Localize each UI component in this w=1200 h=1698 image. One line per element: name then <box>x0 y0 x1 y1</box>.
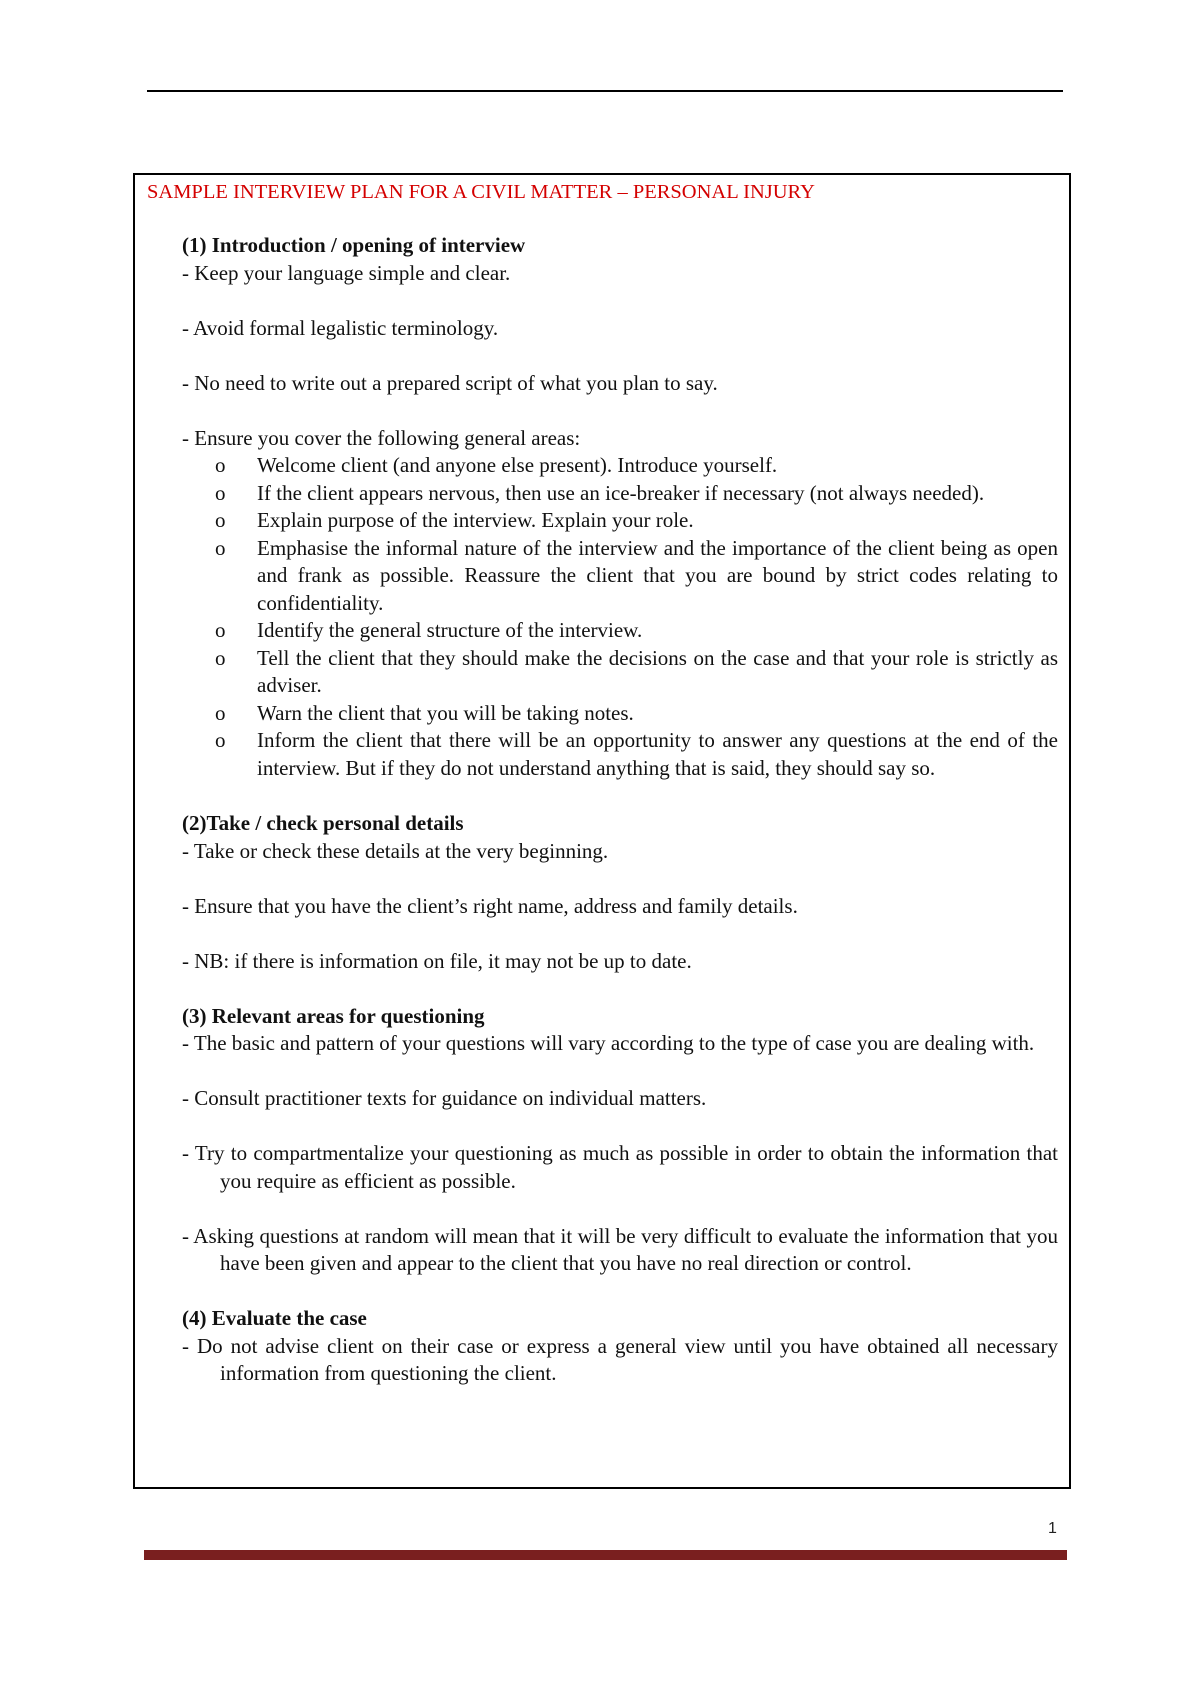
list-item <box>215 617 1058 645</box>
page-number: 1 <box>1048 1520 1057 1537</box>
section-1-paragraph: - No need to write out a prepared script of what you plan to say. <box>182 370 718 395</box>
bullet-marker: o <box>215 508 226 532</box>
content-box <box>133 173 1071 1489</box>
list-item-text: Warn the client that you will be taking notes. <box>257 700 634 725</box>
section-2-paragraph: - Take or check these details at the very beginning. <box>182 838 609 863</box>
section-1-heading: (1) Introduction / opening of interview <box>182 233 526 257</box>
bullet-marker: o <box>215 535 226 560</box>
section-2-paragraph: - Ensure that you have the client’s right name, address and family details. <box>182 893 798 918</box>
list-item-text: If the client appears nervous, then use an ice-breaker if necessary (not always needed). <box>257 480 985 505</box>
list-item-text: Identify the general structure of the interview. <box>257 618 643 642</box>
section-2-heading: (2)Take / check personal details <box>182 811 464 835</box>
list-item <box>215 535 1058 618</box>
document-body <box>182 232 1058 1388</box>
document-title: SAMPLE INTERVIEW PLAN FOR A CIVIL MATTER – PERSONAL INJURY <box>147 181 815 203</box>
section-3-paragraph: - The basic and pattern of your questions will vary according to the type of case you are dealing with. <box>182 1031 1035 1055</box>
general-areas-list <box>182 452 1058 782</box>
section-3-heading: (3) Relevant areas for questioning <box>182 1003 485 1028</box>
bullet-marker: o <box>215 700 226 725</box>
section-4-heading: (4) Evaluate the case <box>182 1306 367 1330</box>
section-1-paragraph: - Avoid formal legalistic terminology. <box>182 315 499 340</box>
section-3-paragraph: - Try to compartmentalize your questioning as much as possible in order to obtain the information that you require as efficient as possible. <box>182 1141 1058 1193</box>
section-3-paragraph: - Consult practitioner texts for guidance on individual matters. <box>182 1086 707 1110</box>
section-2-paragraph: - NB: if there is information on file, it may not be up to date. <box>182 948 692 973</box>
bullet-marker: o <box>215 618 226 642</box>
list-item-text: Tell the client that they should make the decisions on the case and that your role is strictly as adviser. <box>257 645 1058 697</box>
bullet-marker: o <box>215 728 226 752</box>
list-item <box>215 507 1058 535</box>
list-item-text: Inform the client that there will be an opportunity to answer any questions at the end of the interview. But if they do not understand anything that is said, they should say so. <box>257 728 1058 780</box>
list-item <box>215 727 1058 782</box>
bullet-marker: o <box>215 453 226 477</box>
list-item <box>215 645 1058 700</box>
list-item <box>215 700 1058 728</box>
bullet-marker: o <box>215 645 226 670</box>
list-item-text: Explain purpose of the interview. Explain your role. <box>257 508 694 532</box>
list-item <box>215 452 1058 480</box>
list-item-text: Emphasise the informal nature of the interview and the importance of the client being as open and frank as possible. Reassure the client that you are bound by strict codes relating to confidentiality. <box>257 535 1058 615</box>
section-1-paragraph: - Keep your language simple and clear. <box>182 260 511 285</box>
footer-rule <box>144 1550 1067 1560</box>
section-4-paragraph: - Do not advise client on their case or express a general view until you have obtained all necessary information from questioning the client. <box>182 1333 1058 1385</box>
header-rule <box>147 90 1063 92</box>
section-1-paragraph: - Ensure you cover the following general areas: <box>182 425 581 450</box>
list-item-text: Welcome client (and anyone else present). Introduce yourself. <box>257 453 778 477</box>
list-item <box>215 480 1058 508</box>
section-3-paragraph: - Asking questions at random will mean that it will be very difficult to evaluate the information that you have been given and appear to the client that you have no real direction or control. <box>182 1223 1058 1275</box>
bullet-marker: o <box>215 480 226 505</box>
